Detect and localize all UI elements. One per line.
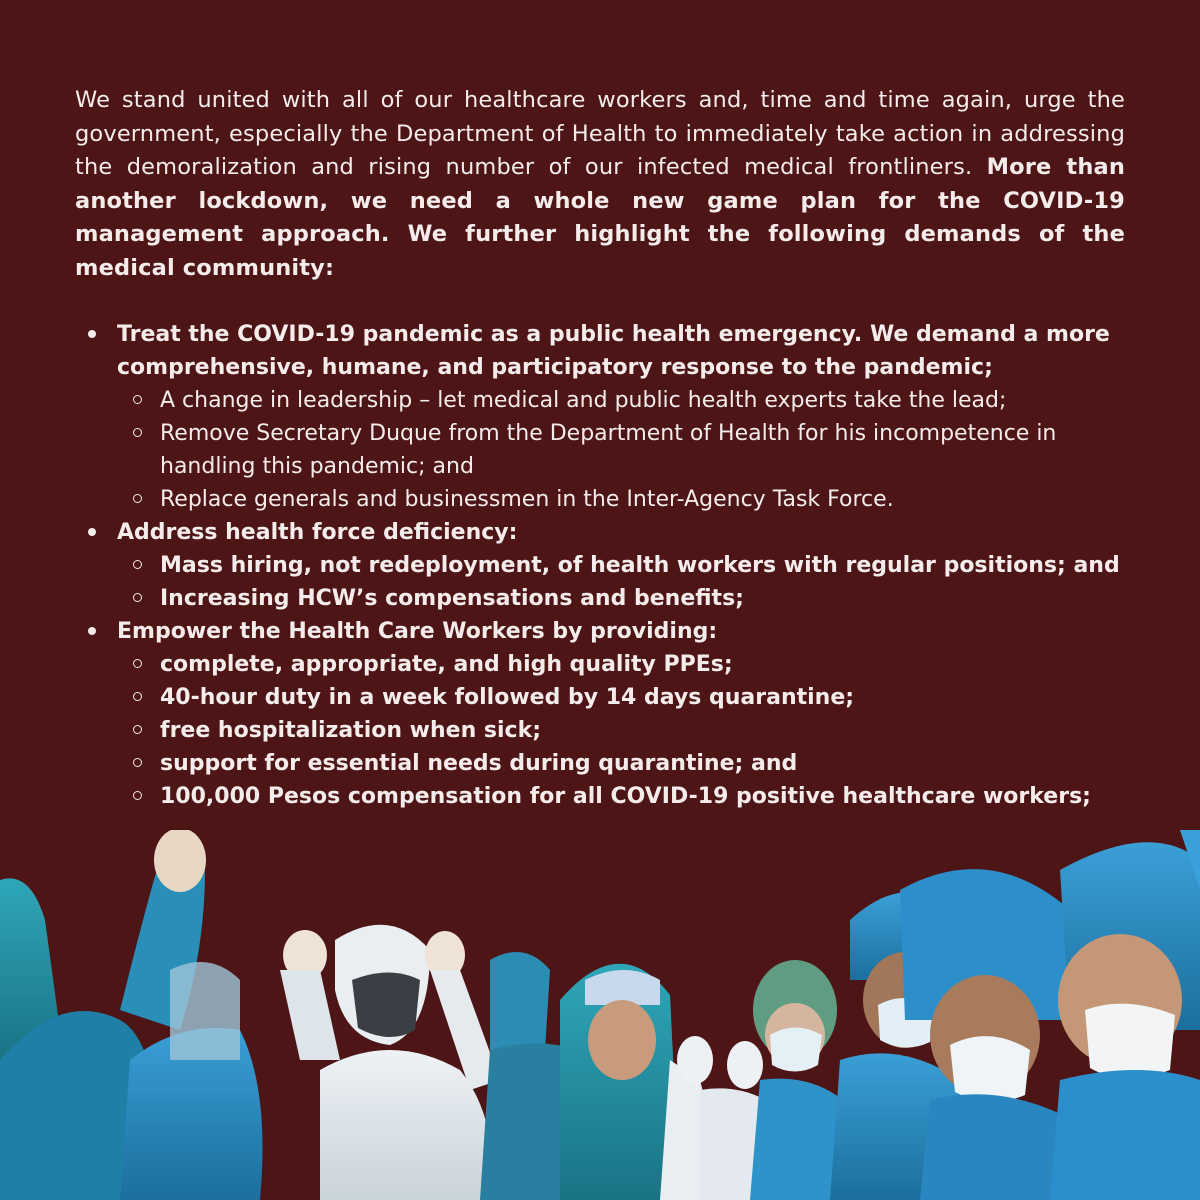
sub-item bbox=[117, 747, 1125, 780]
demand-label: Treat the COVID-19 pandemic as a public health emergency. We demand a more comprehensive, humane, and participatory response to the pandemic; bbox=[117, 322, 1110, 380]
demand-item bbox=[75, 318, 1125, 516]
sub-item-text: Replace generals and businessmen in the Inter-Agency Task Force. bbox=[160, 487, 894, 512]
demand-sublist bbox=[117, 549, 1125, 615]
bullet-icon bbox=[88, 330, 96, 338]
sub-item-text: 100,000 Pesos compensation for all COVID-19 positive healthcare workers; bbox=[160, 784, 1091, 809]
sub-item bbox=[117, 483, 1125, 516]
intro-paragraph bbox=[75, 84, 1125, 285]
circle-bullet-icon bbox=[133, 428, 142, 437]
demand-item bbox=[75, 615, 1125, 813]
sub-item bbox=[117, 582, 1125, 615]
demands-list bbox=[75, 318, 1125, 813]
sub-item-text: complete, appropriate, and high quality PPEs; bbox=[160, 652, 733, 677]
sub-item-text: support for essential needs during quarantine; and bbox=[160, 751, 798, 776]
circle-bullet-icon bbox=[133, 395, 142, 404]
circle-bullet-icon bbox=[133, 494, 142, 503]
intro-emphasis: More than another lockdown, we need a whole new game plan for the COVID-19 management approach. We further highlight the following demands of the medical community: bbox=[75, 154, 1125, 281]
sub-item bbox=[117, 681, 1125, 714]
sub-item bbox=[117, 417, 1125, 483]
circle-bullet-icon bbox=[133, 692, 142, 701]
demand-sublist bbox=[117, 384, 1125, 516]
circle-bullet-icon bbox=[133, 791, 142, 800]
bullet-icon bbox=[88, 627, 96, 635]
demand-label: Address health force deficiency: bbox=[117, 520, 518, 545]
bullet-icon bbox=[88, 528, 96, 536]
circle-bullet-icon bbox=[133, 758, 142, 767]
circle-bullet-icon bbox=[133, 725, 142, 734]
circle-bullet-icon bbox=[133, 560, 142, 569]
sub-item bbox=[117, 648, 1125, 681]
sub-item-text: Increasing HCW’s compensations and benefits; bbox=[160, 586, 744, 611]
sub-item-text: Remove Secretary Duque from the Department of Health for his incompetence in handling this pandemic; and bbox=[160, 421, 1057, 479]
healthcare-workers-photo bbox=[0, 830, 1200, 1200]
sub-item bbox=[117, 384, 1125, 417]
circle-bullet-icon bbox=[133, 659, 142, 668]
sub-item-text: A change in leadership – let medical and public health experts take the lead; bbox=[160, 388, 1007, 413]
circle-bullet-icon bbox=[133, 593, 142, 602]
demand-label: Empower the Health Care Workers by providing: bbox=[117, 619, 718, 644]
demand-item bbox=[75, 516, 1125, 615]
sub-item-text: Mass hiring, not redeployment, of health workers with regular positions; and bbox=[160, 553, 1120, 578]
sub-item bbox=[117, 780, 1125, 813]
demand-sublist bbox=[117, 648, 1125, 813]
sub-item bbox=[117, 714, 1125, 747]
intro-text: We stand united with all of our healthcare workers and, time and time again, urge the government, especially the Department of Health to immediately take action in addressing the demoralization and rising number of our infected medical frontliners. bbox=[75, 87, 1125, 180]
statement-text bbox=[75, 84, 1125, 813]
sub-item-text: 40-hour duty in a week followed by 14 days quarantine; bbox=[160, 685, 855, 710]
sub-item bbox=[117, 549, 1125, 582]
sub-item-text: free hospitalization when sick; bbox=[160, 718, 542, 743]
